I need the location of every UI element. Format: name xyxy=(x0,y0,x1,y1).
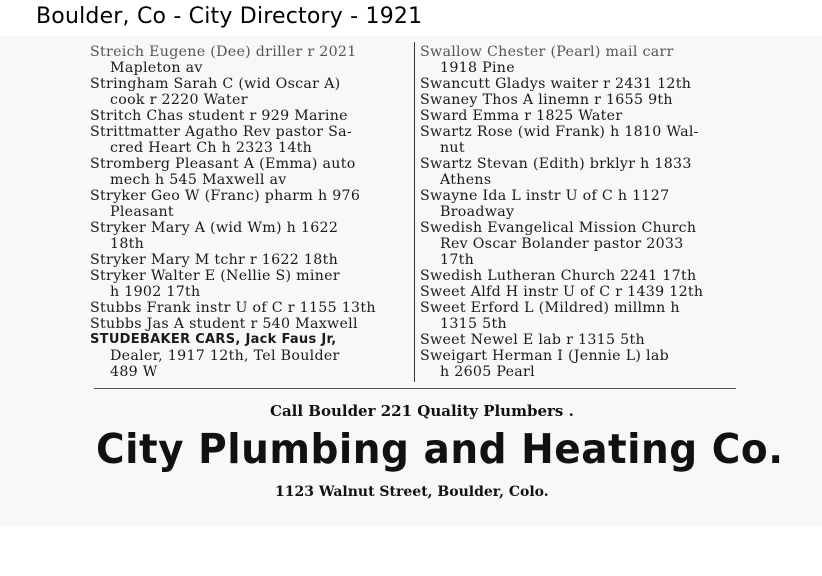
directory-entry-line: Stritch Chas student r 929 Marine xyxy=(90,108,348,124)
directory-entry-line: Strittmatter Agatho Rev pastor Sa- xyxy=(90,124,352,140)
directory-entry-line: STUDEBAKER CARS, Jack Faus Jr, xyxy=(90,332,337,347)
directory-entry-line: Stromberg Pleasant A (Emma) auto xyxy=(90,156,356,172)
directory-entry-line: Pleasant xyxy=(110,204,174,220)
ad-company-name: City Plumbing and Heating Co. xyxy=(96,426,784,474)
directory-entry-line: Stryker Mary M tchr r 1622 18th xyxy=(90,252,339,268)
directory-entry-line: h 1902 17th xyxy=(110,284,201,300)
directory-entry-line: 1315 5th xyxy=(440,316,507,332)
directory-entry-line: 489 W xyxy=(110,364,158,380)
directory-entry-line: Stryker Walter E (Nellie S) miner xyxy=(90,268,340,284)
ad-callout: Call Boulder 221 Quality Plumbers . xyxy=(270,402,574,420)
right-column xyxy=(420,44,740,380)
ad-address: 1123 Walnut Street, Boulder, Colo. xyxy=(275,484,549,500)
column-divider xyxy=(414,42,415,382)
directory-entry-line: Broadway xyxy=(440,204,515,220)
directory-entry-line: Swancutt Gladys waiter r 2431 12th xyxy=(420,76,692,92)
directory-entry-line: Dealer, 1917 12th, Tel Boulder xyxy=(110,348,340,364)
directory-entry-line: Swayne Ida L instr U of C h 1127 xyxy=(420,188,670,204)
directory-entry-line: Swedish Lutheran Church 2241 17th xyxy=(420,268,697,284)
directory-entry-line: Mapleton av xyxy=(110,60,203,76)
directory-entry-line: 18th xyxy=(110,236,145,252)
directory-entry-line: cook r 2220 Water xyxy=(110,92,248,108)
page-title: Boulder, Co - City Directory - 1921 xyxy=(36,4,423,29)
directory-entry-line: Swaney Thos A linemn r 1655 9th xyxy=(420,92,673,108)
directory-entry-line: Sweet Erford L (Mildred) millmn h xyxy=(420,300,680,316)
left-column xyxy=(90,44,410,380)
directory-entry-line: Stryker Mary A (wid Wm) h 1622 xyxy=(90,220,339,236)
blank-margin xyxy=(0,526,822,576)
directory-entry-line: Sweet Newel E lab r 1315 5th xyxy=(420,332,645,348)
directory-entry-line: h 2605 Pearl xyxy=(440,364,535,380)
directory-entry-line: Stryker Geo W (Franc) pharm h 976 xyxy=(90,188,361,204)
directory-entry-line: 17th xyxy=(440,252,475,268)
directory-entry-line: Swartz Rose (wid Frank) h 1810 Wal- xyxy=(420,124,699,140)
directory-entry-line: Streich Eugene (Dee) driller r 2021 xyxy=(90,44,357,60)
directory-entry-line: Swallow Chester (Pearl) mail carr xyxy=(420,44,674,60)
directory-entry-line: Rev Oscar Bolander pastor 2033 xyxy=(440,236,684,252)
directory-entry-line: mech h 545 Maxwell av xyxy=(110,172,287,188)
directory-entry-line: Swartz Stevan (Edith) brklyr h 1833 xyxy=(420,156,692,172)
directory-entry-line: Sweet Alfd H instr U of C r 1439 12th xyxy=(420,284,704,300)
directory-entry-line: nut xyxy=(440,140,465,156)
directory-entry-line: cred Heart Ch h 2323 14th xyxy=(110,140,313,156)
section-divider xyxy=(94,388,736,389)
directory-entry-line: Stringham Sarah C (wid Oscar A) xyxy=(90,76,341,92)
directory-entry-line: Sward Emma r 1825 Water xyxy=(420,108,623,124)
directory-entry-line: Swedish Evangelical Mission Church xyxy=(420,220,697,236)
directory-entry-line: 1918 Pine xyxy=(440,60,515,76)
directory-entry-line: Stubbs Frank instr U of C r 1155 13th xyxy=(90,300,376,316)
directory-entry-line: Athens xyxy=(440,172,492,188)
directory-entry-line: Stubbs Jas A student r 540 Maxwell xyxy=(90,316,358,332)
directory-entry-line: Sweigart Herman I (Jennie L) lab xyxy=(420,348,670,364)
